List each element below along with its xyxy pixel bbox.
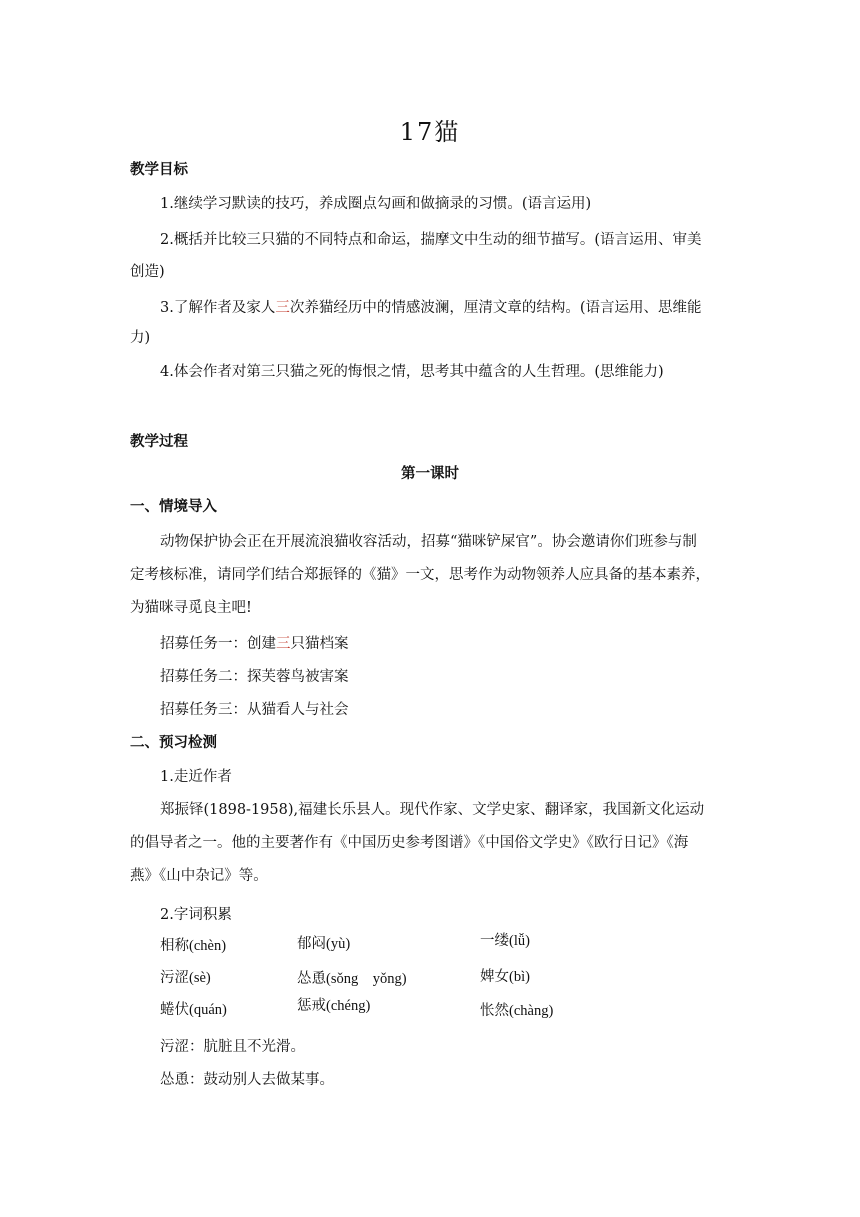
word-item: 蜷伏(quán) bbox=[160, 1002, 227, 1018]
word-item: 一缕(lǚ) bbox=[480, 933, 530, 949]
author-line-1: 郑振铎(1898-1958),福建长乐县人。现代作家、文学史家、翻译家，我国新文化运动 bbox=[160, 802, 705, 818]
intro-line-2: 定考核标准，请同学们结合郑振铎的《猫》一文，思考作为动物领养人应具备的基本素养， bbox=[130, 567, 710, 583]
word-item: 惩戒(chéng) bbox=[297, 998, 371, 1014]
task-1: 招募任务一：创建三只猫档案 bbox=[160, 636, 349, 652]
author-line-3: 燕》《山中杂记》等。 bbox=[130, 868, 268, 884]
words-title: 2.字词积累 bbox=[160, 907, 232, 923]
author-title: 1.走近作者 bbox=[160, 769, 232, 785]
definition: 怂恿：鼓动别人去做某事。 bbox=[160, 1072, 334, 1088]
word-item: 郁闷(yù) bbox=[297, 936, 351, 952]
process-heading: 教学过程 bbox=[130, 434, 188, 450]
definition: 污涩：肮脏且不光滑。 bbox=[160, 1039, 305, 1055]
objective-4: 4.体会作者对第三只猫之死的悔恨之情，思考其中蕴含的人生哲理。(思维能力) bbox=[160, 364, 664, 380]
task-3: 招募任务三：从猫看人与社会 bbox=[160, 702, 349, 718]
word-item: 怂恿(sǒng yǒng) bbox=[297, 971, 407, 987]
objective-1: 1.继续学习默读的技巧，养成圈点勾画和做摘录的习惯。(语言运用) bbox=[160, 196, 592, 212]
objective-3-cont: 力) bbox=[130, 330, 151, 346]
author-line-2: 的倡导者之一。他的主要著作有《中国历史参考图谱》《中国俗文学史》《欧行日记》《海 bbox=[130, 835, 689, 851]
page-title: 17猫 bbox=[399, 118, 461, 146]
objective-2-cont: 创造) bbox=[130, 264, 165, 280]
section2-heading: 二、预习检测 bbox=[130, 735, 217, 751]
intro-line-1: 动物保护协会正在开展流浪猫收容活动，招募“猫咪铲屎官”。协会邀请你们班参与制 bbox=[160, 534, 697, 550]
task-2: 招募任务二：探芙蓉鸟被害案 bbox=[160, 669, 349, 685]
section1-heading: 一、情境导入 bbox=[130, 499, 217, 515]
lesson-title: 第一课时 bbox=[401, 466, 459, 482]
word-item: 怅然(chàng) bbox=[480, 1003, 554, 1019]
objective-2: 2.概括并比较三只猫的不同特点和命运，揣摩文中生动的细节描写。(语言运用、审美 bbox=[160, 232, 702, 248]
word-item: 相称(chèn) bbox=[160, 938, 227, 954]
objective-3: 3.了解作者及家人三次养猫经历中的情感波澜，厘清文章的结构。(语言运用、思维能 bbox=[160, 300, 702, 316]
objectives-heading: 教学目标 bbox=[130, 162, 188, 178]
intro-line-3: 为猫咪寻觅良主吧! bbox=[130, 600, 252, 616]
word-item: 婢女(bì) bbox=[480, 969, 530, 985]
word-item: 污涩(sè) bbox=[160, 970, 211, 986]
